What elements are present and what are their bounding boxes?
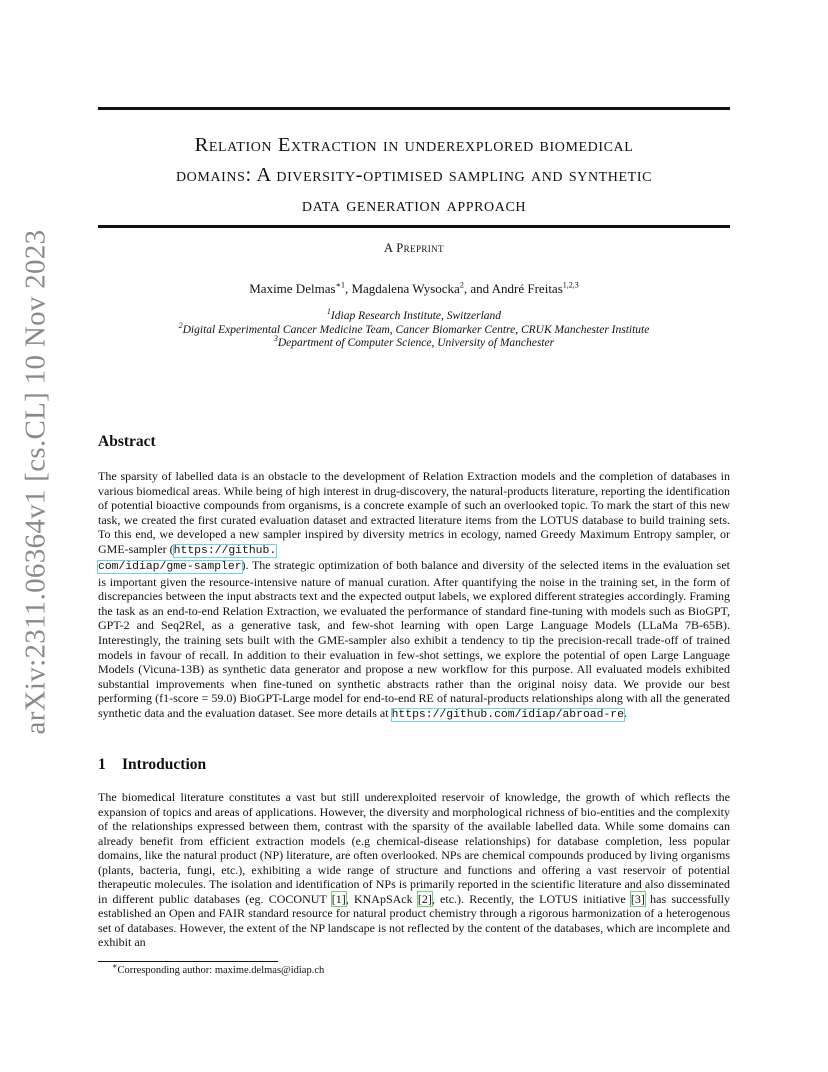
affiliation-text: Digital Experimental Cancer Medicine Team, Cancer Biomarker Centre, CRUK Manchester Institute (182, 323, 650, 336)
citation-link[interactable]: [2] (417, 891, 432, 906)
author-superscript: 1,2,3 (562, 280, 579, 290)
affiliation-superscript: 3 (273, 334, 278, 344)
citation-link[interactable]: [3] (630, 891, 645, 906)
affiliation-text: Idiap Research Institute, Switzerland (330, 310, 502, 322)
title-line-3: data generation approach (301, 194, 527, 216)
author-separator: , (344, 281, 352, 296)
intro-text-part: , etc.). Recently, the LOTUS initiative (431, 891, 631, 906)
section-title: Introduction (122, 756, 207, 773)
section-number: 1 (98, 756, 106, 773)
author-name: Maxime Delmas (249, 281, 336, 296)
affiliation-superscript: 2 (178, 320, 183, 330)
footnote (112, 961, 325, 976)
intro-text-part: , KNApSAck (345, 891, 418, 906)
affiliation (98, 320, 730, 338)
abroad-re-link[interactable]: https://github.com/idiap/abroad-re (391, 708, 624, 721)
gme-sampler-link-part-2[interactable]: com/idiap/gme-sampler (98, 561, 242, 574)
intro-text-part: The biomedical literature constitutes a vast but still underexploited reservoir of knowledge, the growth of which reflects the expansion of topics and areas of applications. However, the diversity and morphological richness of bio-entities and the complexity of the relationships expressed between them, contrast with the sparsity of the available labelled data. While some domains can already benefit from efficient extraction models (e.g chemical-disease relationships) for database completion, less popular domains, like the natural product (NP) literature, are often overlooked. NPs are chemical compounds produced by living organisms (plants, bacteria, fungi, etc.), exhibiting a wide range of structure and functions and offering a vast reservoir of potential therapeutic molecules. The isolation and identification of NPs is primarily reported in the scientific literature and also disseminated in different public databases (eg. COCONUT (98, 790, 730, 906)
affiliation (98, 334, 730, 351)
abstract-text-part: The sparsity of labelled data is an obstacle to the development of Relation Extraction models and the completion of databases in various biomedical areas. While being of high interest in drug-discovery, the natural-products literature, reporting the identification of potential bioactive compounds from organisms, is a concrete example of such an overlooked topic. To mark the start of this new task, we created the first curated evaluation dataset and extracted literature items from the LOTUS database to build training sets. To this end, we developed a new sampler inspired by diversity metrics in ecology, named Greedy Maximum Entropy sampler, or GME-sampler ( (98, 469, 730, 556)
author-list (98, 281, 730, 297)
abstract-text-end: . (623, 705, 627, 720)
affiliation-text: Department of Computer Science, University of Manchester (277, 337, 555, 349)
section-heading-introduction (98, 756, 206, 774)
abstract-heading: Abstract (98, 433, 156, 450)
abstract-text-part: ). The strategic optimization of both balance and diversity of the selected items in the evaluation set is important given the resource-intensive nature of manual curation. After quantifying the noise in the training set, in the form of discrepancies between the input abstracts text and the expected output labels, we explored different strategies accordingly. Framing the task as an end-to-end Relation Extraction, we evaluated the performance of standard fine-tuning with models such as BioGPT, GPT-2 and Seq2Rel, as a generative task, and few-shot learning with open Large Language Models (LLaMa 7B-65B). Interestingly, the training sets built with the GME-sampler also exhibit a tendency to tip the precision-recall trade-off of trained models in favour of recall. In addition to their evaluation in few-shot settings, we explore the potential of open Large Language Models (Vicuna-13B) as synthetic data generator and propose a new workflow for this purpose. All evaluated models exhibited substantial improvements when fine-tuned on synthetic abstracts rather than the original noisy data. We provide our best performing (f1-score = 59.0) BioGPT-Large model for end-to-end RE of natural-products relationships along with all the generated synthetic data and the evaluation dataset. See more details at (98, 558, 730, 720)
author-superscript: ∗1 (335, 280, 345, 290)
affiliation (98, 307, 730, 324)
intro-text-part: has successfully established an Open and FAIR standard resource for natural product chemistry through a rigorous harmonization of a heterogenous set of databases. However, the extent of the NP landscape is not reflected by the content of the databases, which are incomplete and exhibit an (98, 891, 730, 950)
arxiv-stamp-text: arXiv:2311.06364v1 [cs.CL] 10 Nov 2023 (19, 229, 52, 735)
abstract-text (98, 469, 730, 722)
affiliation-superscript: 1 (326, 307, 331, 317)
affiliation-list (98, 307, 730, 351)
footnote-text: Corresponding author: maxime.delmas@idiap.ch (117, 965, 325, 976)
title-top-rule (98, 107, 730, 110)
title-line-2: domains: A diversity-optimised sampling and synthetic (175, 164, 653, 186)
author-name: André Freitas (491, 281, 563, 296)
author-separator: , and (463, 281, 492, 296)
paper-title (98, 130, 730, 220)
preprint-label: A Preprint (384, 241, 444, 255)
author-name: Magdalena Wysocka (351, 281, 460, 296)
title-line-1: Relation Extraction in underexplored biomedical (194, 134, 634, 156)
introduction-text (98, 790, 730, 950)
citation-link[interactable]: [1] (331, 891, 346, 906)
author-superscript: 2 (459, 280, 464, 290)
footnote-rule (98, 961, 278, 962)
gme-sampler-link-part-1[interactable]: https://github. (173, 544, 277, 557)
footnote-marker: ∗ (112, 961, 118, 971)
title-bottom-rule (98, 225, 730, 228)
